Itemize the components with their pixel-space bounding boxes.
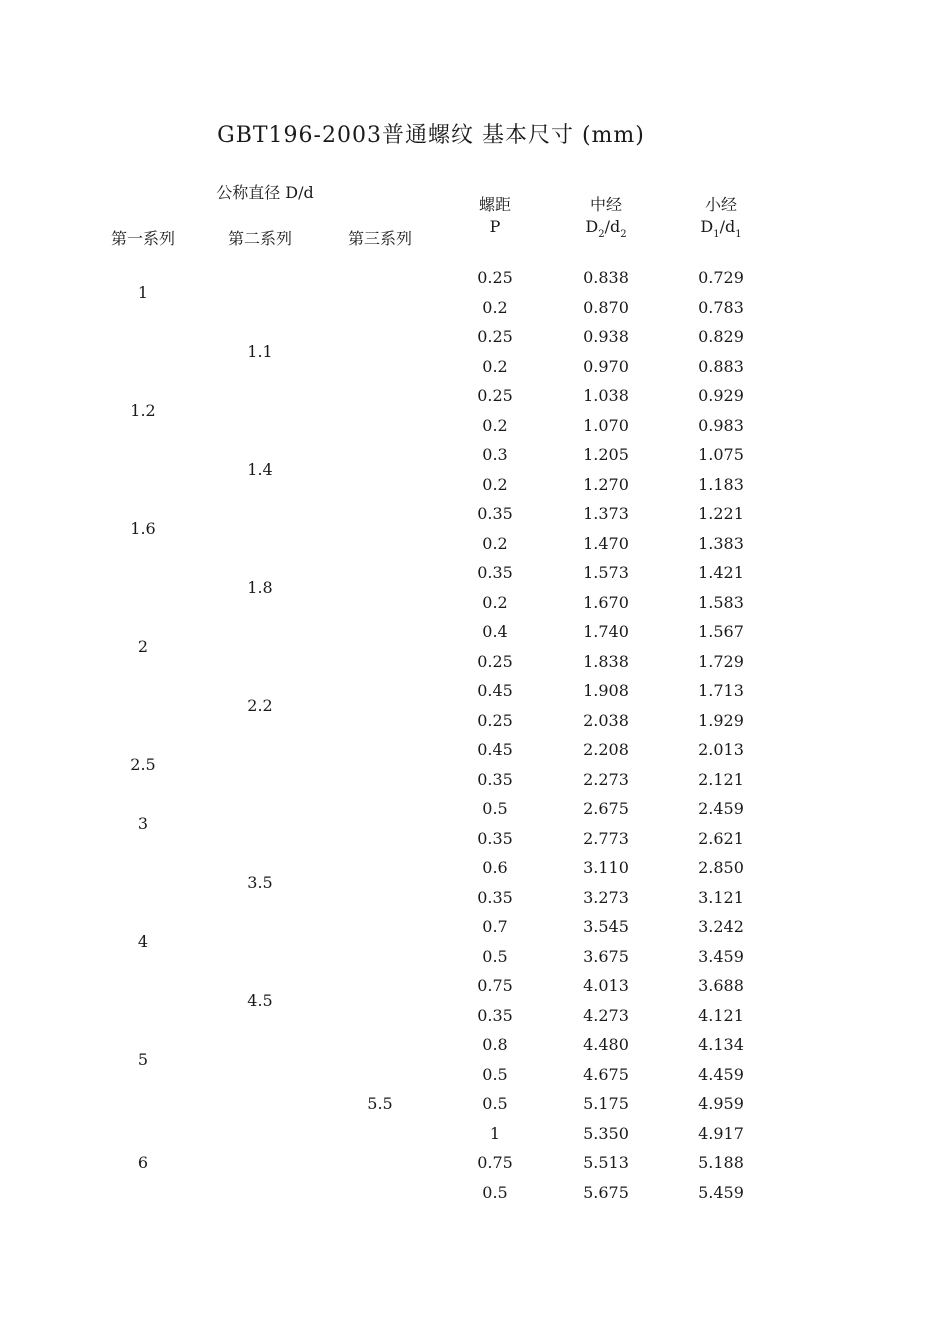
pitch-diameter-value: 3.675 <box>583 946 629 966</box>
nominal-diameter-series-1: 4 <box>137 931 149 951</box>
header-minor-diameter <box>675 194 767 241</box>
pitch-diameter-value: 1.070 <box>583 415 629 435</box>
pitch-diameter-value: 0.938 <box>583 327 629 346</box>
minor-diameter-value: 1.583 <box>698 592 744 612</box>
page-title: GBT196-2003普通螺纹 基本尺寸 (mm) <box>217 123 645 148</box>
pitch-diameter-value: 1.573 <box>583 563 629 582</box>
pitch-diameter-value: 1.740 <box>583 622 629 641</box>
pitch-diameter-value: 3.110 <box>583 858 629 877</box>
minor-diameter-value: 5.459 <box>698 1182 744 1202</box>
header-pitch-symbol: P <box>489 217 501 236</box>
pitch-value: 0.75 <box>477 976 513 995</box>
pitch-value: 0.35 <box>477 504 513 523</box>
minor-diameter-value: 2.013 <box>698 740 744 759</box>
pitch-diameter-value: 1.270 <box>583 474 629 494</box>
pitch-value: 0.2 <box>482 592 508 612</box>
subscript: 1 <box>735 229 742 240</box>
minor-diameter-value: 3.688 <box>698 976 744 995</box>
header-series-3: 第三系列 <box>347 229 412 248</box>
pitch-diameter-value: 1.373 <box>583 504 629 523</box>
nominal-diameter-series-1: 2.5 <box>130 754 156 774</box>
pitch-value: 0.2 <box>482 356 508 376</box>
minor-diameter-value: 1.713 <box>698 681 744 700</box>
pitch-value: 0.75 <box>477 1153 513 1172</box>
pitch-diameter-value: 1.908 <box>583 681 629 700</box>
nominal-diameter-series-2: 1.8 <box>247 577 273 597</box>
pitch-value: 0.45 <box>477 681 513 700</box>
header-pitch-diameter-symbol <box>560 216 652 241</box>
pitch-value: 0.35 <box>477 828 513 848</box>
symbol-d: /d <box>719 217 736 236</box>
pitch-value: 0.5 <box>482 799 508 818</box>
pitch-value: 0.8 <box>482 1035 508 1054</box>
pitch-value: 0.25 <box>477 710 513 730</box>
nominal-diameter-series-2: 4.5 <box>247 990 273 1010</box>
nominal-diameter-series-1: 1.2 <box>130 400 156 420</box>
pitch-diameter-value: 1.470 <box>583 533 629 553</box>
nominal-diameter-series-1: 2 <box>137 636 149 656</box>
minor-diameter-value: 4.917 <box>698 1123 744 1143</box>
minor-diameter-value: 1.221 <box>698 504 744 523</box>
pitch-diameter-value: 1.670 <box>583 592 629 612</box>
minor-diameter-value: 2.459 <box>698 799 744 818</box>
pitch-diameter-value: 4.273 <box>583 1005 629 1025</box>
minor-diameter-value: 2.621 <box>698 828 744 848</box>
minor-diameter-value: 4.121 <box>698 1005 744 1025</box>
minor-diameter-value: 2.850 <box>698 858 744 877</box>
pitch-diameter-value: 2.675 <box>583 799 629 818</box>
minor-diameter-value: 0.829 <box>698 327 744 346</box>
header-minor-diameter-label: 小经 <box>704 195 737 214</box>
symbol-d: /d <box>604 217 621 236</box>
symbol-D: D <box>700 217 714 236</box>
nominal-diameter-series-1: 6 <box>137 1153 149 1172</box>
header-pitch <box>455 194 535 238</box>
pitch-diameter-value: 2.038 <box>583 710 629 730</box>
pitch-value: 0.5 <box>482 1182 508 1202</box>
pitch-value: 0.45 <box>477 740 513 759</box>
pitch-value: 0.35 <box>477 563 513 582</box>
pitch-value: 0.35 <box>477 769 513 789</box>
nominal-diameter-series-2: 3.5 <box>247 872 273 892</box>
pitch-value: 0.7 <box>482 917 508 936</box>
pitch-diameter-value: 2.773 <box>583 828 629 848</box>
nominal-diameter-series-1: 1.6 <box>130 518 156 538</box>
pitch-diameter-value: 0.970 <box>583 356 629 376</box>
minor-diameter-value: 5.188 <box>698 1153 744 1172</box>
minor-diameter-value: 1.421 <box>698 563 744 582</box>
minor-diameter-value: 4.459 <box>698 1064 744 1084</box>
pitch-diameter-value: 2.273 <box>583 769 629 789</box>
minor-diameter-value: 1.729 <box>698 651 744 671</box>
pitch-diameter-value: 3.545 <box>583 917 629 936</box>
pitch-value: 0.2 <box>482 415 508 435</box>
minor-diameter-value: 3.121 <box>698 887 744 907</box>
nominal-diameter-series-1: 1 <box>137 282 149 302</box>
pitch-diameter-value: 4.675 <box>583 1064 629 1084</box>
pitch-value: 0.5 <box>482 1094 508 1113</box>
minor-diameter-value: 2.121 <box>698 769 744 789</box>
pitch-diameter-value: 1.205 <box>583 445 629 464</box>
pitch-value: 1 <box>489 1123 501 1143</box>
pitch-diameter-value: 2.208 <box>583 740 629 759</box>
minor-diameter-value: 0.983 <box>698 415 744 435</box>
nominal-diameter-series-3: 5.5 <box>367 1094 393 1113</box>
minor-diameter-value: 1.075 <box>698 445 744 464</box>
symbol-D: D <box>585 217 599 236</box>
pitch-diameter-value: 1.838 <box>583 651 629 671</box>
pitch-value: 0.2 <box>482 297 508 317</box>
header-series-1: 第一系列 <box>110 229 175 248</box>
nominal-diameter-series-2: 1.1 <box>247 341 273 361</box>
pitch-value: 0.3 <box>482 445 508 464</box>
minor-diameter-value: 4.959 <box>698 1094 744 1113</box>
nominal-diameter-series-2: 2.2 <box>247 695 273 715</box>
pitch-value: 0.25 <box>477 386 513 405</box>
minor-diameter-value: 1.383 <box>698 533 744 553</box>
nominal-diameter-series-1: 3 <box>137 813 149 833</box>
pitch-value: 0.25 <box>477 268 513 287</box>
pitch-value: 0.5 <box>482 946 508 966</box>
minor-diameter-value: 1.183 <box>698 474 744 494</box>
pitch-diameter-value: 4.480 <box>583 1035 629 1054</box>
minor-diameter-value: 0.783 <box>698 297 744 317</box>
pitch-value: 0.4 <box>482 622 508 641</box>
pitch-value: 0.25 <box>477 327 513 346</box>
pitch-value: 0.6 <box>482 858 508 877</box>
pitch-value: 0.25 <box>477 651 513 671</box>
minor-diameter-value: 0.729 <box>698 268 744 287</box>
pitch-diameter-value: 5.175 <box>583 1094 629 1113</box>
subscript: 1 <box>713 229 720 240</box>
pitch-value: 0.2 <box>482 533 508 553</box>
pitch-diameter-value: 5.350 <box>583 1123 629 1143</box>
minor-diameter-value: 4.134 <box>698 1035 744 1054</box>
pitch-diameter-value: 5.513 <box>583 1153 629 1172</box>
minor-diameter-value: 1.567 <box>698 622 744 641</box>
subscript: 2 <box>620 229 627 240</box>
header-nominal-diameter: 公称直径 D/d <box>216 183 314 202</box>
pitch-value: 0.2 <box>482 474 508 494</box>
header-pitch-diameter-label: 中经 <box>589 195 622 214</box>
minor-diameter-value: 3.459 <box>698 946 744 966</box>
minor-diameter-value: 1.929 <box>698 710 744 730</box>
nominal-diameter-series-1: 5 <box>137 1049 149 1069</box>
minor-diameter-value: 3.242 <box>698 917 744 936</box>
minor-diameter-value: 0.883 <box>698 356 744 376</box>
minor-diameter-value: 0.929 <box>698 386 744 405</box>
header-minor-diameter-symbol <box>675 216 767 241</box>
pitch-value: 0.35 <box>477 1005 513 1025</box>
header-pitch-diameter <box>560 194 652 241</box>
pitch-diameter-value: 1.038 <box>583 386 629 405</box>
pitch-value: 0.5 <box>482 1064 508 1084</box>
subscript: 2 <box>598 229 605 240</box>
header-series-2: 第二系列 <box>227 229 292 248</box>
nominal-diameter-series-2: 1.4 <box>247 459 273 479</box>
pitch-diameter-value: 0.838 <box>583 268 629 287</box>
pitch-diameter-value: 5.675 <box>583 1182 629 1202</box>
pitch-value: 0.35 <box>477 887 513 907</box>
header-pitch-label: 螺距 <box>478 195 511 214</box>
pitch-diameter-value: 4.013 <box>583 976 629 995</box>
pitch-diameter-value: 3.273 <box>583 887 629 907</box>
pitch-diameter-value: 0.870 <box>583 297 629 317</box>
